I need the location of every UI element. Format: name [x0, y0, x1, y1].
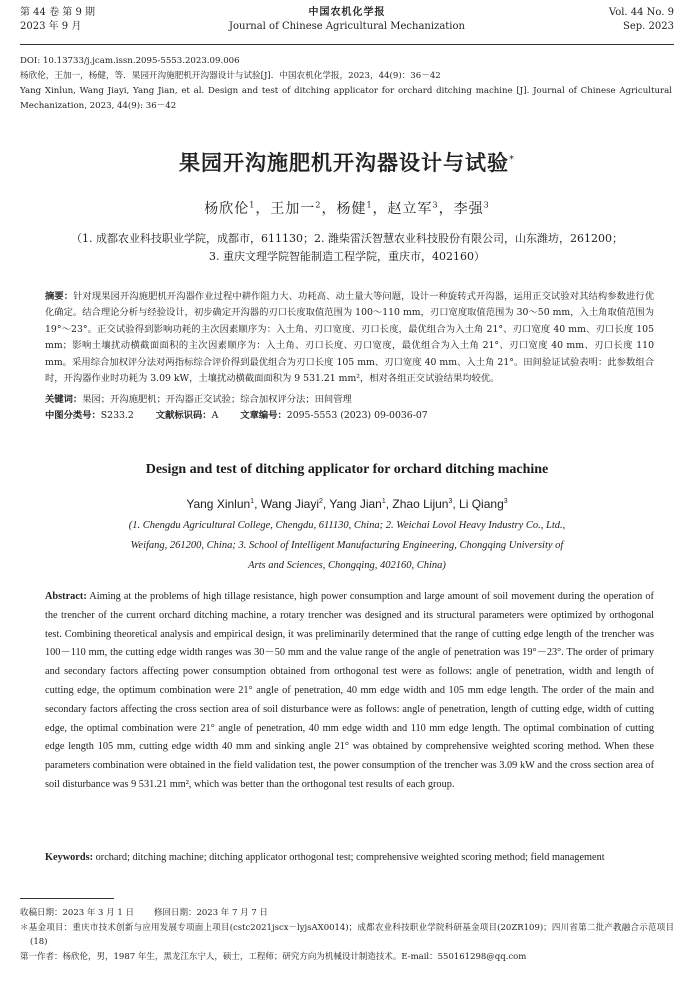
author-entry — [186, 497, 254, 511]
author-entry — [261, 497, 323, 511]
header-rule — [20, 44, 674, 45]
header-volume-zh: 第 44 卷 第 9 期 — [20, 7, 95, 18]
author-separator: ， — [255, 201, 271, 217]
article-meta-zh — [45, 392, 654, 424]
author-name: Yang Jian — [329, 497, 382, 511]
author-affiliation-mark: 3 — [503, 498, 508, 505]
doc-code-label: 文献标识码： — [155, 410, 212, 421]
affiliations-zh — [28, 230, 666, 266]
doi-line: DOI: 10.13733/j.jcam.issn.2095-5553.2023.09.006 — [20, 56, 240, 66]
keywords-en — [45, 849, 654, 868]
author-affiliation-mark: 1 — [366, 200, 373, 210]
running-header — [20, 6, 674, 42]
header-journal — [180, 6, 514, 34]
author-name: 王加一 — [270, 201, 316, 217]
author-list-zh — [0, 198, 694, 218]
author-name: 赵立军 — [387, 201, 433, 217]
keywords-en-text: orchard; ditching machine; ditching applicator orthogonal test; comprehensive weighted scoring method; field management — [95, 852, 605, 863]
author-entry — [392, 497, 452, 511]
article-title-zh — [0, 147, 694, 177]
author-entry — [204, 201, 255, 217]
abstract-zh-label: 摘要： — [45, 291, 74, 302]
keywords-zh-label: 关键词： — [45, 394, 83, 405]
header-issue-zh — [20, 6, 200, 34]
revised-date: 修回日期：2023 年 7 月 7 日 — [153, 908, 268, 918]
author-affiliation-mark: 1 — [249, 200, 256, 210]
title-footnote-mark: * — [509, 154, 515, 165]
author-separator: ， — [372, 201, 388, 217]
author-entry — [459, 497, 508, 511]
article-number-label: 文章编号： — [240, 410, 287, 421]
affiliation-zh-line: （1. 成都农业科技职业学院，成都市，611130；2. 潍柴雷沃智慧农业科技股份有限公司，山东潍坊，261200； — [71, 232, 623, 245]
author-name: Zhao Lijun — [392, 497, 449, 511]
abstract-en — [45, 588, 654, 795]
received-date: 收稿日期：2023 年 3 月 1 日 — [20, 908, 134, 918]
author-entry — [329, 497, 385, 511]
author-separator: , — [385, 497, 393, 511]
doc-code-value: A — [211, 410, 219, 421]
author-entry — [336, 201, 372, 217]
author-name: 李强 — [453, 201, 484, 217]
affiliation-zh-line: 3. 重庆文理学院智能制造工程学院，重庆市，402160） — [209, 250, 485, 263]
abstract-en-text: Aiming at the problems of high tillage resistance, high power consumption and large amount of soil movement during the operation of the trencher of the current orchard ditching machine, a rotary trencher was designed and its structural parameters were optimized by orthogonal test. Combining theoretical analysis and empirical design, it was preliminarily determined that the range of cutting edge length of the trencher was 100－110 mm, the cutting edge width ranges was 30－50 mm and the value range of the angle of penetration was 19°－23°. The order of primary and secondary factors affecting power consumption obtained from orthogonal test were as follows: angle of penetration, width and length of cutting edge, the optimum combination were 21° angle of penetration, 40 mm edge width and 105 mm edge length. The order of the main and secondary factors affecting the cross section area of soil disturbance were as follows: angle of penetration, length of cutting edge, width of cutting edge, the optimal combination were 21° angle of penetration, 40 mm edge width and 110 mm edge length. The optimal combination of cutting edge length 105 mm, cutting edge width 40 mm and sinking angle 21° was obtained by comprehensive weighted scoring method. When these parameters combination were obtained in the field validation test, the power consumption of the trencher was 3.09 kW and the cross section area of soil disturbance was 9 531.21 mm², which was better than the orthogonal test results of each group. — [45, 591, 654, 790]
citation-en: Yang Xinlun, Wang Jiayi, Yang Jian, et al. Design and test of ditching applicator for orchard ditching machine [J]. Journal of Chinese Agricultural Mechanization, 2023, 44(9): 36－42 — [20, 86, 672, 111]
affiliation-en-line: Weifang, 261200, China; 3. School of Intelligent Manufacturing Engineering, Chongqing University of — [130, 540, 564, 551]
article-number-value: 2095-5553 (2023) 09-0036-07 — [286, 410, 428, 421]
header-volume-en: Vol. 44 No. 9 — [608, 7, 674, 18]
header-issue-en — [534, 6, 674, 34]
author-name: Wang Jiayi — [260, 497, 319, 511]
abstract-en-label: Abstract: — [45, 591, 87, 602]
abstract-zh — [45, 289, 654, 387]
article-title-en: Design and test of ditching applicator for orchard ditching machine — [145, 462, 549, 477]
author-affiliation-mark: 3 — [483, 200, 490, 210]
fund-note: ＊基金项目：重庆市技术创新与应用发展专项面上项目(cstc2021jscx－lyjsAX0014)；成都农业科技职业学院科研基金项目(20ZR109)；四川省第二批产教融合示范项目(18) — [20, 922, 674, 947]
author-separator: ， — [321, 201, 337, 217]
title-zh-text: 果园开沟施肥机开沟器设计与试验 — [179, 151, 509, 175]
author-name: Yang Xinlun — [186, 497, 251, 511]
clc-label: 中图分类号： — [45, 410, 101, 421]
header-journal-name-en: Journal of Chinese Agricultural Mechanization — [229, 21, 465, 32]
author-name: Li Qiang — [459, 497, 504, 511]
author-entry — [388, 201, 439, 217]
citation-zh: 杨欣伦，王加一，杨健，等．果园开沟施肥机开沟器设计与试验[J]．中国农机化学报，2023，44(9)：36－42 — [20, 71, 441, 81]
author-separator: , — [254, 497, 261, 511]
author-affiliation-mark: 3 — [432, 200, 439, 210]
classification-line — [45, 408, 654, 424]
author-affiliation-mark: 1 — [381, 498, 386, 505]
author-name: 杨健 — [336, 201, 367, 217]
author-separator: , — [322, 497, 330, 511]
keywords-zh — [45, 392, 654, 408]
author-affiliation-mark: 1 — [250, 498, 255, 505]
author-affiliation-mark: 2 — [319, 498, 323, 505]
affiliation-en-line: (1. Chengdu Agricultural College, Chengdu, 611130, China; 2. Weichai Lovol Heavy Industry Co., Ltd., — [128, 520, 566, 531]
author-affiliation-mark: 3 — [448, 498, 453, 505]
header-date-zh: 2023 年 9 月 — [20, 21, 82, 32]
footnote-rule — [20, 898, 114, 899]
dates-line — [20, 906, 674, 921]
author-entry — [270, 201, 321, 217]
author-entry — [454, 201, 490, 217]
author-list-en — [0, 497, 694, 511]
abstract-zh-text: 针对现果园开沟施肥机开沟器作业过程中耕作阻力大、功耗高、动土量大等问题，设计一种旋转式开沟器，运用正交试验对其结构参数进行优化确定。结合理论分析与经验设计，初步确定开沟器的刃口长度取值范围为 100～110 mm，刃口宽度取值范围为 30～50 mm，入土角取值范围为 19°～23°。正交试验得到影响功耗的主次因素顺序为：入土角、刃口宽度、刃口长度，最优组合为入土角 21°、刃口宽度 40 mm、刃口长度 105 mm；影响土壤扰动横截面面积的主次因素顺序为：入土角、刃口长度、刃口宽度，最优组合为入土角 21°、刃口宽度 40 mm、刃口长度 110 mm。采用综合加权评分法对两指标综合评价得到最优组合为刃口长度 105 mm、刃口宽度 40 mm、入土角 21°。田间验证试验表明：此参数组合时，开沟器作业时功耗为 3.09 kW，土壤扰动横截面面积为 9 531.21 mm²，相对各组正交试验结果均较优。 — [45, 291, 654, 385]
author-separator: ， — [438, 201, 454, 217]
author-name: 杨欣伦 — [204, 201, 250, 217]
header-journal-name-zh: 中国农机化学报 — [308, 7, 386, 18]
header-date-en: Sep. 2023 — [623, 21, 674, 32]
first-author-note: 第一作者：杨欣伦，男，1987 年生，黑龙江东宁人，硕士，工程师；研究方向为机械设计制造技术。E-mail：550161298@qq.com — [20, 951, 527, 962]
keywords-en-label: Keywords: — [45, 852, 94, 863]
author-separator: , — [452, 497, 460, 511]
author-affiliation-mark: 2 — [315, 200, 322, 210]
affiliations-en — [36, 516, 658, 576]
affiliation-en-line: Arts and Sciences, Chongqing, 402160, China) — [248, 560, 446, 571]
clc-value: S233.2 — [100, 410, 134, 421]
citation-block — [20, 54, 672, 114]
keywords-zh-text: 果园；开沟施肥机；开沟器正交试验；综合加权评分法；田间管理 — [82, 394, 352, 405]
footnotes — [20, 906, 674, 964]
